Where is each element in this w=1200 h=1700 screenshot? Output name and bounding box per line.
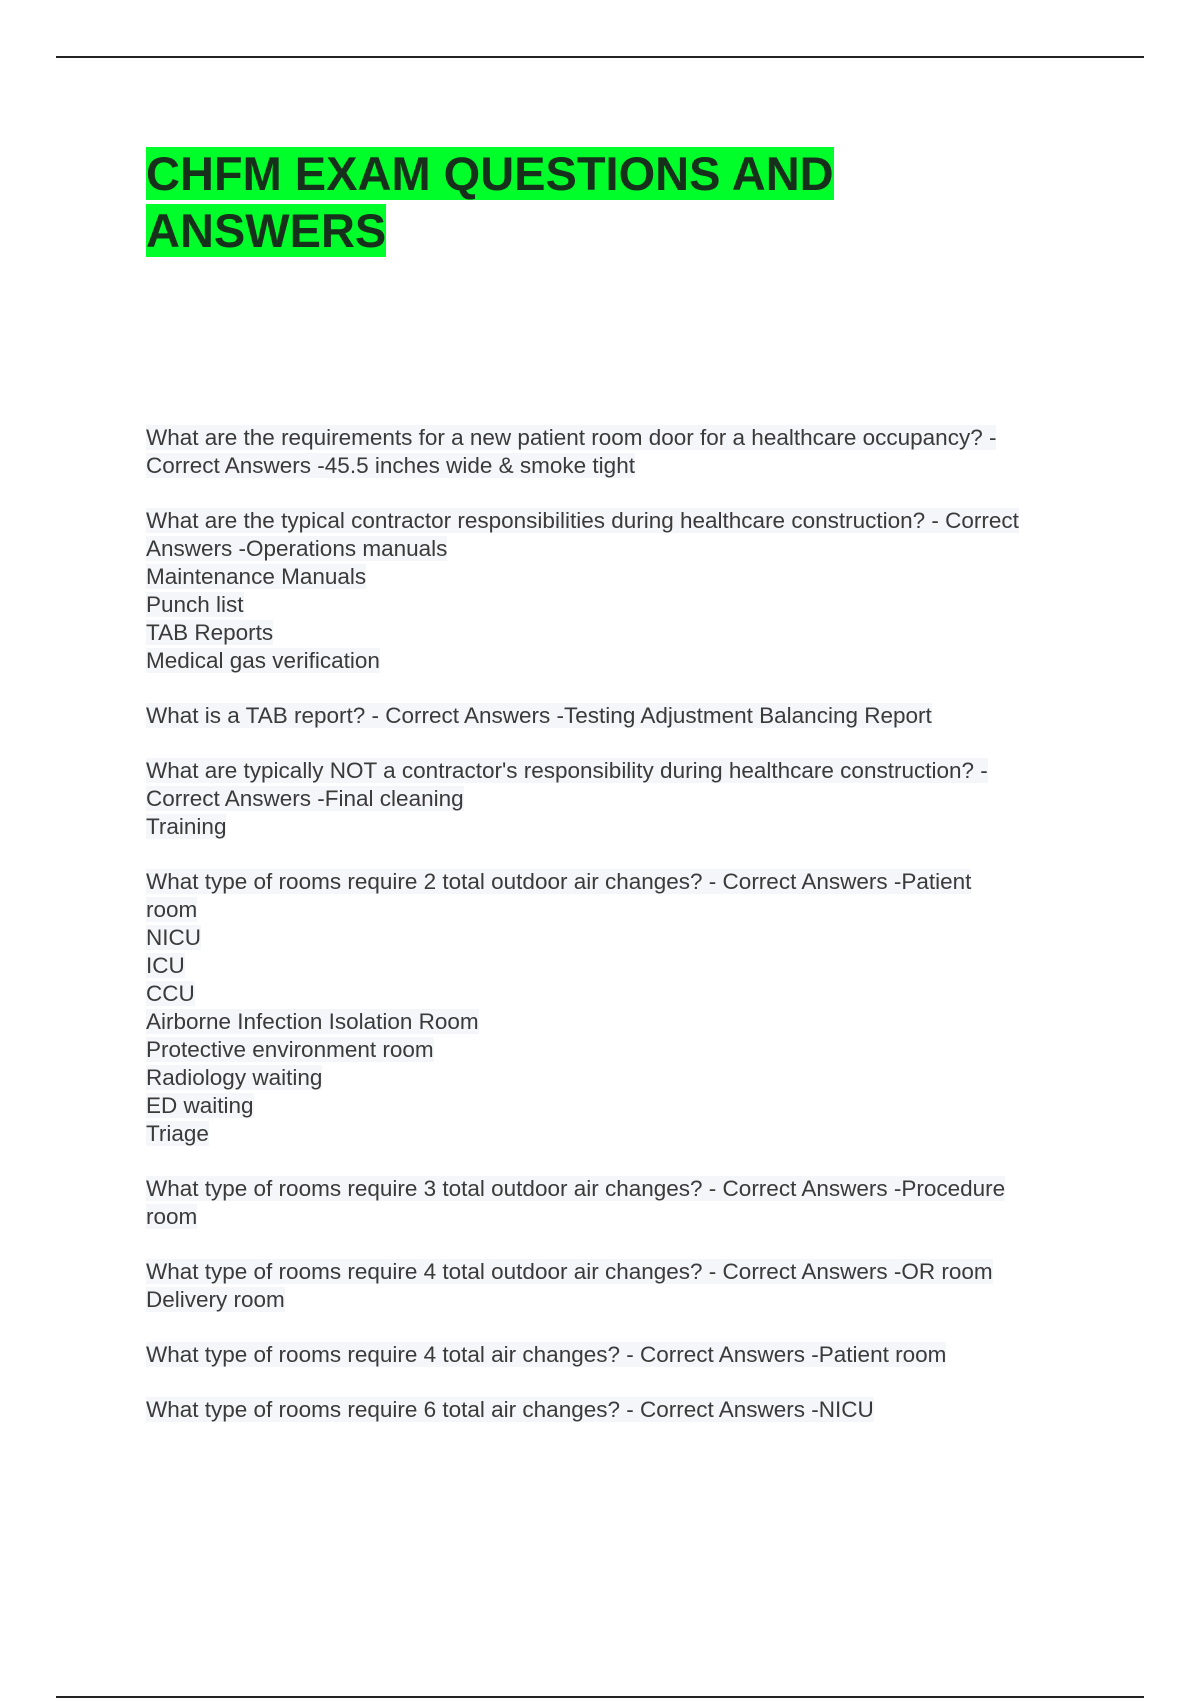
qa-item xyxy=(146,424,1096,480)
qa-line: What are the requirements for a new patient room door for a healthcare occupancy? - xyxy=(146,425,997,450)
qa-item xyxy=(146,1341,1096,1369)
qa-line: Correct Answers -Final cleaning xyxy=(146,786,464,811)
qa-item xyxy=(146,507,1096,675)
qa-line: Correct Answers -45.5 inches wide & smoke tight xyxy=(146,453,635,478)
qa-item xyxy=(146,1396,1096,1424)
qa-line: Triage xyxy=(146,1121,209,1146)
qa-line: What are the typical contractor responsibilities during healthcare construction? - Correct xyxy=(146,508,1019,533)
qa-line: Maintenance Manuals xyxy=(146,564,367,589)
title-line: ANSWERS xyxy=(146,204,387,257)
qa-list xyxy=(146,424,1096,1451)
qa-item xyxy=(146,868,1096,1148)
footer-rule xyxy=(56,1696,1144,1698)
qa-line: What type of rooms require 4 total outdoor air changes? - Correct Answers -OR room xyxy=(146,1259,993,1284)
qa-line: TAB Reports xyxy=(146,620,274,645)
qa-item xyxy=(146,1258,1096,1314)
qa-line: ICU xyxy=(146,953,185,978)
qa-line: What type of rooms require 6 total air changes? - Correct Answers -NICU xyxy=(146,1397,874,1422)
qa-line: Training xyxy=(146,814,227,839)
qa-line: Radiology waiting xyxy=(146,1065,323,1090)
qa-item xyxy=(146,1175,1096,1231)
qa-line: Delivery room xyxy=(146,1287,285,1312)
qa-line: room xyxy=(146,1204,198,1229)
header-rule xyxy=(56,56,1144,58)
qa-line: room xyxy=(146,897,198,922)
qa-line: Medical gas verification xyxy=(146,648,380,673)
document-title xyxy=(146,145,906,259)
qa-line: Answers -Operations manuals xyxy=(146,536,448,561)
qa-line: Punch list xyxy=(146,592,244,617)
qa-line: Protective environment room xyxy=(146,1037,434,1062)
qa-item xyxy=(146,702,1096,730)
qa-line: What type of rooms require 3 total outdoor air changes? - Correct Answers -Procedure xyxy=(146,1176,1006,1201)
qa-line: What type of rooms require 4 total air changes? - Correct Answers -Patient room xyxy=(146,1342,947,1367)
qa-line: ED waiting xyxy=(146,1093,254,1118)
qa-line: What is a TAB report? - Correct Answers -Testing Adjustment Balancing Report xyxy=(146,703,932,728)
qa-item xyxy=(146,757,1096,841)
qa-line: What type of rooms require 2 total outdoor air changes? - Correct Answers -Patient xyxy=(146,869,972,894)
title-line: CHFM EXAM QUESTIONS AND xyxy=(146,147,834,200)
qa-line: CCU xyxy=(146,981,195,1006)
qa-line: NICU xyxy=(146,925,201,950)
qa-line: Airborne Infection Isolation Room xyxy=(146,1009,479,1034)
qa-line: What are typically NOT a contractor's responsibility during healthcare construction? - xyxy=(146,758,988,783)
